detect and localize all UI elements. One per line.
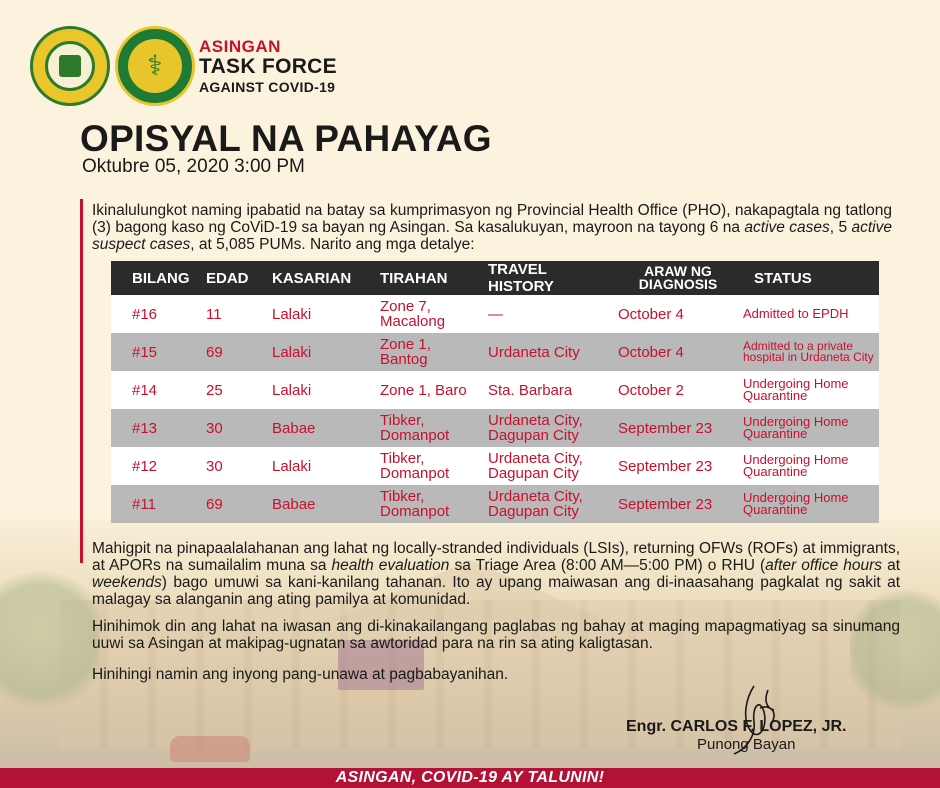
signatory-name: Engr. CARLOS F. LOPEZ, JR. [626,718,847,735]
table-row [111,333,879,371]
intro-suspect-cases: active suspect cases [92,219,892,253]
statement-date: Oktubre 05, 2020 3:00 PM [82,156,305,177]
caduceus-icon: ⚕ [147,50,163,81]
cell-status: Admitted to a private hospital in Urdaneta City [743,339,874,364]
th-tirahan: TIRAHAN [380,269,448,287]
th-status: STATUS [754,269,812,287]
cell-diagnosis: September 23 [618,419,713,437]
closing-paragraph: Hinihingi namin ang inyong pang-unawa at pagbabayanihan. [92,666,509,683]
page-title: OPISYAL NA PAHAYAG [80,118,492,159]
cell-travel: Sta. Barbara [488,381,573,399]
cell-bilang: #15 [132,343,158,361]
cell-kasarian: Lalaki [272,343,312,361]
p1-health-evaluation: health evaluation [331,557,450,574]
table-row [111,485,879,523]
cell-edad: 30 [206,419,223,437]
cell-bilang: #16 [132,305,158,323]
footer-slogan: ASINGAN, COVID-19 AY TALUNIN! [0,768,940,788]
cell-status: Undergoing Home Quarantine [743,414,849,441]
cell-bilang: #13 [132,419,158,437]
th-diag-line1: ARAW NG [644,263,712,279]
cell-travel: Urdaneta City, Dagupan City [488,488,583,520]
p1-text-e: at [882,557,900,574]
cell-edad: 69 [206,343,223,361]
p1-text-c: sa Triage Area (8:00 AM—5:00 PM) o RHU ( [449,557,766,574]
cell-tirahan: Tibker, Domanpot [380,450,450,482]
th-edad: EDAD [206,269,249,287]
cell-edad: 30 [206,457,223,475]
cell-tirahan: Tibker, Domanpot [380,488,450,520]
cell-kasarian: Babae [272,495,316,513]
th-diag-line2: DIAGNOSIS [638,276,718,292]
intro-text-3: , at 5,085 PUMs. Narito ang mga detalye: [190,236,475,253]
intro-active-cases: active cases [744,219,830,236]
intro-text-1: Ikinalulungkot naming ipabatid na batay sa kumprimasyon ng Provincial Health Office (PHO), nakapagtala ng tatlong (3) bagong kaso ng CoViD-19 sa bayan ng Asingan. Sa kasalukuyan, mayroon na tayong 6 na [92,202,892,236]
p1-weekends: weekends [92,574,162,591]
taskforce-subtitle: AGAINST COVID-19 [199,79,336,95]
table-row [111,371,879,409]
cell-status: Undergoing Home Quarantine [743,490,849,517]
table-row [111,295,879,333]
p1-text-a: Mahigpit na pinapaalalahanan ang lahat ng locally-stranded individuals (LSIs), returning OFWs (ROFs) at immigrants, at APORs na sumailalim muna sa [92,540,900,574]
appeal-paragraph: Hinihimok din ang lahat na iwasan ang di-kinakailangang paglabas ng bahay at maging mapagmatiyag sa sinumang uuwi sa Asingan at makipag-ugnatan sa awtoridad para na rin sa ating kaligtasan. [92,618,900,652]
cell-diagnosis: October 4 [618,305,684,323]
table-header-row [111,261,879,295]
cell-diagnosis: September 23 [618,495,713,513]
table-row [111,447,879,485]
cell-edad: 69 [206,495,223,513]
th-bilang: BILANG [132,269,190,287]
cell-tirahan: Zone 1, Baro [380,381,467,399]
cell-travel: — [488,305,503,323]
cell-travel: Urdaneta City, Dagupan City [488,412,583,444]
intro-text-2: , 5 [829,219,852,236]
cell-tirahan: Zone 1, Bantog [380,336,431,368]
cases-table [111,261,879,523]
th-travel-history: TRAVEL HISTORY [488,261,554,295]
cell-edad: 11 [206,305,222,323]
cell-kasarian: Lalaki [272,457,312,475]
p1-text-g: ) bago umuwi sa kani-kanilang tahanan. Ito ay upang maiwasan ang di-inaasahang pagkalat ng sakit at malagay sa alanganin ang ating pamilya at komunidad. [92,574,900,608]
taskforce-title: TASK FORCE [199,55,337,78]
cell-bilang: #14 [132,381,158,399]
cell-bilang: #11 [132,495,156,513]
intro-paragraph [92,202,892,253]
cell-kasarian: Lalaki [272,305,312,323]
p1-after-office-hours: after office hours [765,557,883,574]
cell-status: Admitted to EPDH [743,306,849,321]
reminder-paragraph [92,540,900,608]
cell-status: Undergoing Home Quarantine [743,376,849,403]
cell-tirahan: Tibker, Domanpot [380,412,450,444]
cell-edad: 25 [206,381,223,399]
seal-emblem-icon [59,55,81,77]
cell-kasarian: Babae [272,419,316,437]
signatory-role: Punong Bayan [697,736,796,753]
table-row [111,409,879,447]
cell-status: Undergoing Home Quarantine [743,452,849,479]
red-accent-rule [80,199,83,563]
cell-diagnosis: October 4 [618,343,684,361]
asingan-seal-logo [30,26,110,106]
cell-diagnosis: September 23 [618,457,713,475]
cell-bilang: #12 [132,457,158,475]
cell-kasarian: Lalaki [272,381,312,399]
cell-diagnosis: October 2 [618,381,684,399]
th-kasarian: KASARIAN [272,269,352,287]
cell-travel: Urdaneta City [488,343,580,361]
cell-tirahan: Zone 7, Macalong [380,298,446,330]
health-office-seal-logo [115,26,195,106]
th-araw-ng-diagnosis [618,261,738,295]
taskforce-town: ASINGAN [199,37,281,56]
cell-travel: Urdaneta City, Dagupan City [488,450,583,482]
